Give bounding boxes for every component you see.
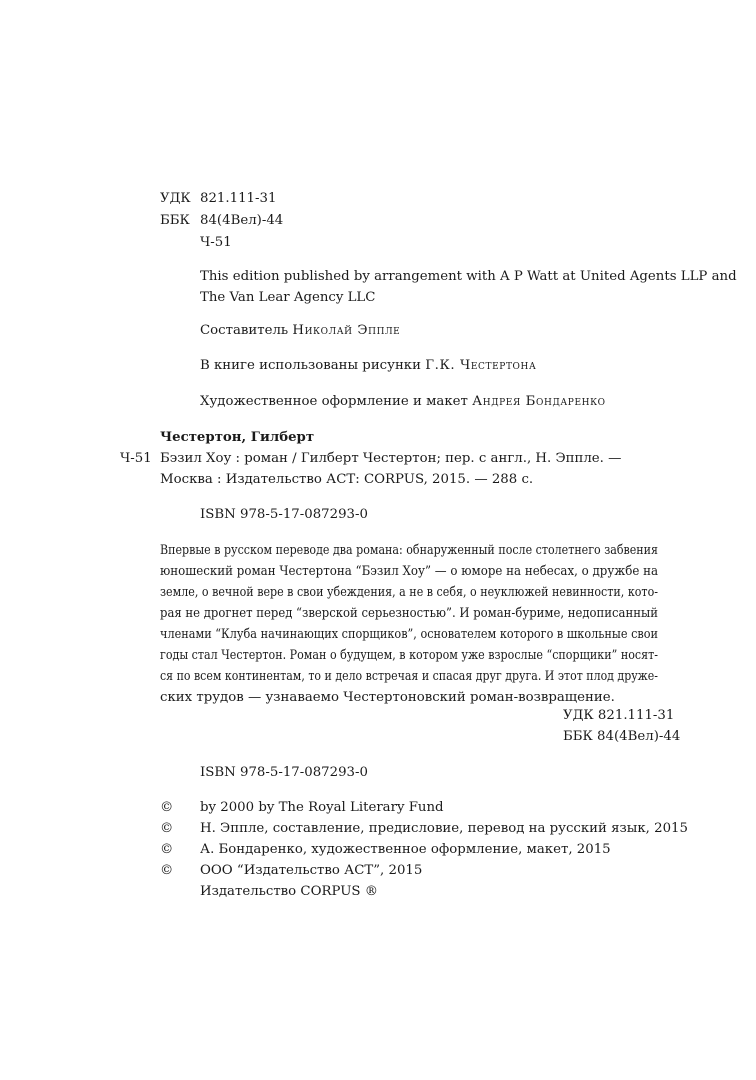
catalog-line-1: Бэзил Хоу : роман / Гилберт Честертон; пер. с англ., Н. Эппле. — <box>160 451 622 466</box>
bbk-bottom: ББК 84(4Вел)-44 <box>563 729 681 744</box>
publisher-mark: Издательство CORPUS ® <box>200 884 379 899</box>
copyright-symbol: © <box>160 800 174 815</box>
udk-bottom: УДК 821.111-31 <box>563 708 675 723</box>
udk-line <box>160 189 277 209</box>
annotation-line-6: годы стал Честертон. Роман о будущем, в котором уже взрослые “спорщики” носят- <box>160 648 658 663</box>
copyright-text: Н. Эппле, составление, предисловие, перевод на русский язык, 2015 <box>200 821 688 836</box>
isbn-bottom: ISBN 978-5-17-087293-0 <box>200 765 368 780</box>
compiler-name: Николай Эппле <box>292 323 401 338</box>
annotation-line-4: рая не дрогнет перед “зверской серьезностью”. И роман-буриме, недописанный <box>160 606 658 621</box>
catalog-mark: Ч-51 <box>120 451 152 466</box>
copyright-line <box>160 798 444 818</box>
illustrations-name: Г.К. Честертона <box>425 358 537 373</box>
copyright-text: ООО “Издательство АСТ”, 2015 <box>200 863 423 878</box>
compiler-prefix: Составитель <box>200 323 289 338</box>
copyright-line <box>160 861 422 881</box>
annotation-line-2: юношеский роман Честертона “Бэзил Хоу” — о юморе на небесах, о дружбе на <box>160 564 658 579</box>
annotation-line-5: членами “Клуба начинающих спорщиков”, основателем которого в школьные свои <box>160 627 658 642</box>
edition-note-line-1: This edition published by arrangement with A P Watt at United Agents LLP and <box>200 269 737 284</box>
udk-label: УДК <box>160 191 191 206</box>
illustrations-line <box>200 356 536 376</box>
catalog-isbn: ISBN 978-5-17-087293-0 <box>200 507 368 522</box>
design-prefix: Художественное оформление и макет <box>200 394 468 409</box>
copyright-symbol: © <box>160 821 174 836</box>
copyright-line <box>160 840 611 860</box>
copyright-line <box>160 819 688 839</box>
copyright-text: by 2000 by The Royal Literary Fund <box>200 800 444 815</box>
design-name: Андрея Бондаренко <box>472 394 606 409</box>
bbk-label: ББК <box>160 213 190 228</box>
udk-value: 821.111-31 <box>200 191 277 206</box>
compiler-line <box>200 321 400 341</box>
illustrations-prefix: В книге использованы рисунки <box>200 358 421 373</box>
copyright-symbol: © <box>160 863 174 878</box>
edition-note-line-2: The Van Lear Agency LLC <box>200 290 376 305</box>
annotation-line-3: земле, о вечной вере в свои убеждения, а не в себя, о неуклюжей невинности, кото- <box>160 585 658 600</box>
bbk-value: 84(4Вел)-44 <box>200 213 284 228</box>
author-mark: Ч-51 <box>200 235 232 250</box>
bbk-line <box>160 211 284 231</box>
annotation-line-1: Впервые в русском переводе два романа: обнаруженный после столетнего забвения <box>160 543 658 558</box>
design-line <box>200 392 606 412</box>
catalog-line-2: Москва : Издательство АСТ: CORPUS, 2015. — 288 с. <box>160 472 534 487</box>
copyright-text: А. Бондаренко, художественное оформление, макет, 2015 <box>200 842 611 857</box>
copyright-symbol: © <box>160 842 174 857</box>
annotation-line-8: ских трудов — узнаваемо Честертоновский роман-возвращение. <box>160 690 615 705</box>
catalog-author-heading: Честертон, Гилберт <box>160 430 315 445</box>
annotation-line-7: ся по всем континентам, то и дело встречая и спасая друг друга. И этот плод друже- <box>160 669 658 684</box>
